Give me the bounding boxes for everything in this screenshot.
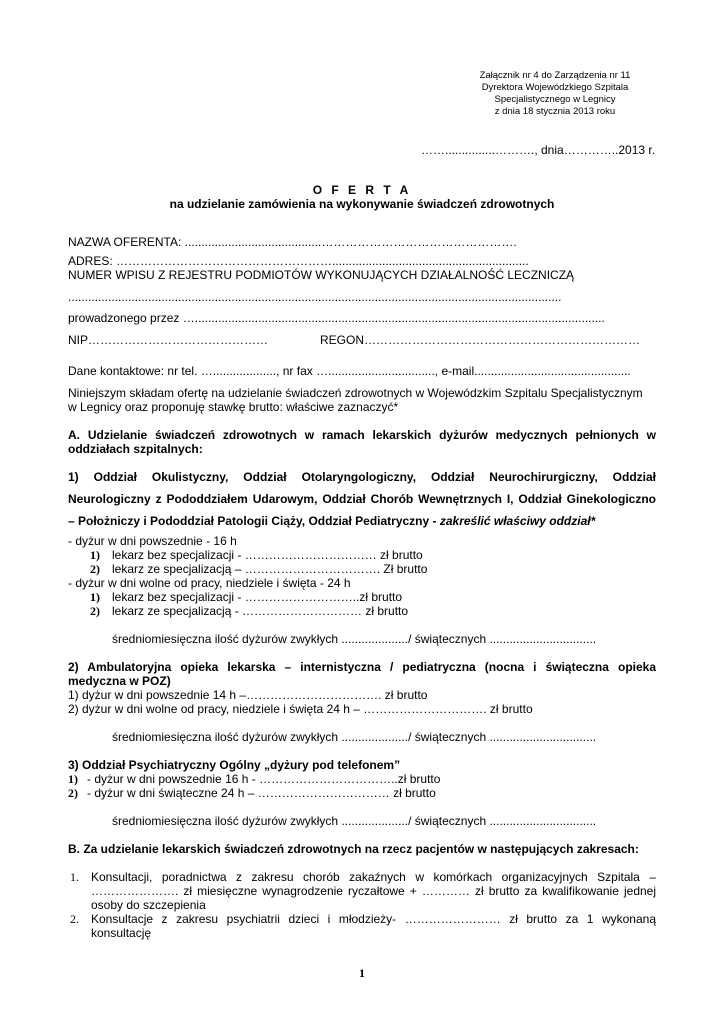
- part3-heading: 3) Oddział Psychiatryczny Ogólny „dyżury pod telefonem”: [68, 758, 401, 772]
- weekday-shift-label: - dyżur w dni powszednie - 16 h: [68, 534, 237, 548]
- section-b-item1-text: …………………. zł miesięczne wynagrodzenie ryczałtowe + ………… zł brutto za kwalifikowanie jednej: [91, 884, 656, 898]
- page-number: 1: [359, 966, 365, 980]
- part1-heading-text: 1) Oddział Okulistyczny, Oddział Otolaryngologiczny, Oddział Neurochirurgiczny, Oddział: [68, 470, 656, 484]
- section-b-item1-text: Konsultacji, poradnictwa z zakresu chorób zakaźnych w komórkach organizacyjnych Szpitala –: [91, 870, 656, 884]
- place-date-line: ……...............………., dnia…………..2013 r.: [421, 143, 656, 157]
- holiday-shift-label: - dyżur w dni wolne od pracy, niedziele i święta - 24 h: [68, 576, 351, 590]
- section-b-item1-line: [91, 884, 656, 898]
- section-b-item2-text: Konsultacje z zakresu psychiatrii dzieci i młodzieży- …………………… zł brutto za 1 wykonaną: [91, 912, 656, 926]
- contact-details-field: Dane kontaktowe: nr tel. …..................., nr fax …................................, e-mail...............................................: [68, 364, 631, 378]
- part2-weekday-item: 1) dyżur w dni powszednie 14 h –……………………………. zł brutto: [68, 688, 428, 702]
- section-b-item1-line: osoby do szczepienia: [91, 898, 206, 912]
- annex-header: [440, 70, 670, 118]
- list-number: 2): [90, 604, 100, 618]
- conducted-by-field: prowadzonego przez …...........................................................................................................................: [68, 311, 605, 325]
- offeror-name-field: NAZWA OFERENTA: .........................................………………………………………….: [68, 235, 517, 249]
- section-b-item2-line: konsultację: [91, 926, 152, 940]
- document-subtitle: na udzielanie zamówienia na wykonywanie świadczeń zdrowotnych: [169, 197, 555, 211]
- intro-text-line: Niniejszym składam ofertę na udzielanie świadczeń zdrowotnych w Wojewódzkim Szpitalu Specjalistycznym: [68, 386, 643, 400]
- part1-heading-text: – Położniczy i Pododdział Patologii Ciąży, Oddział Pediatryczny -: [68, 514, 440, 528]
- annex-line: Specjalistycznego w Legnicy: [494, 94, 616, 105]
- register-number-dots: ....................................................................................................................................................: [68, 290, 562, 304]
- part1-heading-text: Neurologiczny z Pododdziałem Udarowym, Oddział Chorób Wewnętrznych I, Oddział Ginekologiczno: [68, 492, 656, 506]
- part3-weekday-item: - dyżur w dni powszednie 16 h - ……………………………..zł brutto: [87, 772, 441, 786]
- section-b-item2-line: [91, 912, 656, 926]
- monthly-average-shifts: średniomiesięczna ilość dyżurów zwykłych ..................../ świątecznych ................................: [112, 632, 597, 646]
- part3-holiday-item: - dyżur w dni świąteczne 24 h – …………………………… zł brutto: [87, 786, 436, 800]
- list-number: 2): [68, 786, 78, 800]
- section-a-heading-line: oddziałach szpitalnych:: [68, 442, 203, 456]
- part2-heading-text: 2) Ambulatoryjna opieka lekarska – internistyczna / pediatryczna (nocna i świąteczna opieka: [68, 660, 656, 674]
- part2-heading-line: medyczna w POZ): [68, 674, 171, 688]
- monthly-average-shifts: średniomiesięczna ilość dyżurów zwykłych ..................../ świątecznych ................................: [112, 814, 597, 828]
- holiday-with-specialization: lekarz ze specjalizacją - ………………………… zł brutto: [112, 604, 409, 618]
- weekday-no-specialization: lekarz bez specjalizacji - …………………………… zł brutto: [112, 548, 423, 562]
- regon-field: REGON……………………………………………………………: [320, 333, 641, 347]
- list-number: 1.: [70, 870, 79, 884]
- choose-ward-instruction: zakreślić właściwy oddział*: [439, 514, 596, 528]
- register-number-label: NUMER WPISU Z REJESTRU PODMIOTÓW WYKONUJĄCYCH DZIAŁALNOŚĆ LECZNICZĄ: [68, 268, 575, 282]
- part2-holiday-item: 2) dyżur w dni wolne od pracy, niedziele i święta 24 h – …………………………. zł brutto: [68, 702, 533, 716]
- intro-text-line: w Legnicy oraz proponuję stawkę brutto: właściwe zaznaczyć*: [68, 400, 399, 414]
- list-number: 2.: [70, 912, 79, 926]
- holiday-no-specialization: lekarz bez specjalizacji - ………………………..zł brutto: [112, 590, 403, 604]
- annex-line: z dnia 18 stycznia 2013 roku: [494, 106, 616, 117]
- nip-field: NIP………………………………………: [68, 333, 269, 347]
- list-number: 1): [90, 590, 100, 604]
- annex-line: Załącznik nr 4 do Zarządzenia nr 11: [479, 70, 631, 81]
- part1-heading-line: [68, 514, 595, 528]
- list-number: 1): [90, 548, 100, 562]
- list-number: 2): [90, 562, 100, 576]
- annex-line: Dyrektora Wojewódzkiego Szpitala: [481, 82, 629, 93]
- part1-heading-line: [68, 492, 656, 506]
- part2-heading-line: [68, 660, 656, 674]
- part1-heading-line: [68, 470, 656, 484]
- section-a-heading: [68, 428, 656, 442]
- monthly-average-shifts: średniomiesięczna ilość dyżurów zwykłych ..................../ świątecznych ................................: [112, 730, 597, 744]
- list-number: 1): [68, 772, 78, 786]
- section-a-heading-line: A. Udzielanie świadczeń zdrowotnych w ramach lekarskich dyżurów medycznych pełnionych w: [68, 428, 656, 442]
- address-field: ADRES: ………………………………………………...........................................................: [68, 254, 529, 268]
- section-b-item1-line: [91, 870, 656, 884]
- weekday-with-specialization: lekarz ze specjalizacją – ……………………………. Zł brutto: [112, 562, 428, 576]
- document-title: O F E R T A: [312, 183, 412, 197]
- section-b-heading: B. Za udzielanie lekarskich świadczeń zdrowotnych na rzecz pacjentów w następujących zakresach:: [68, 842, 639, 856]
